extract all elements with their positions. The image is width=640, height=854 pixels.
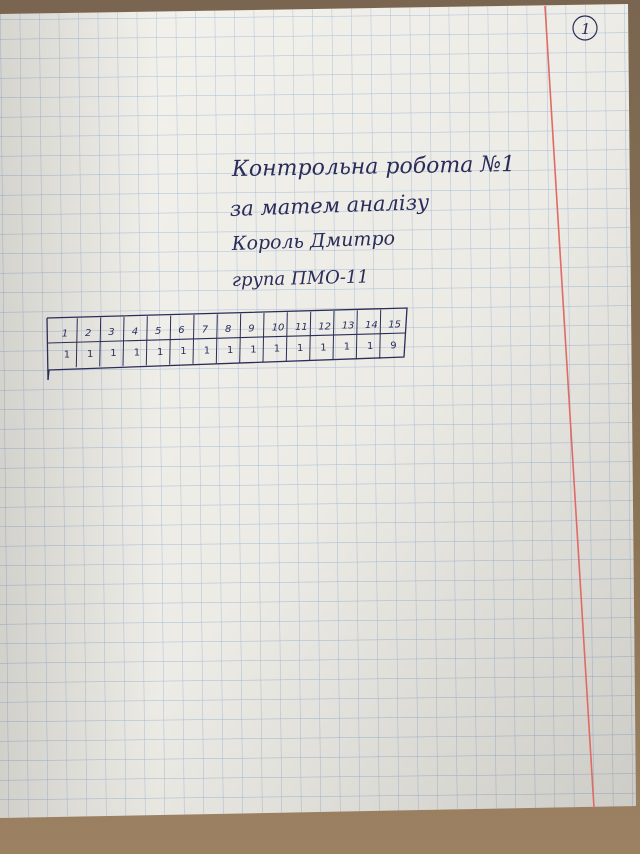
task-number: 3 (108, 327, 115, 339)
task-number: 10 (271, 322, 285, 334)
heading-line-2: за матем аналізу (229, 190, 430, 221)
page-number: 1 (581, 20, 591, 38)
task-number: 2 (85, 327, 92, 339)
task-mark: 1 (63, 349, 71, 361)
task-mark: 1 (110, 348, 117, 360)
task-number: 9 (248, 323, 255, 335)
task-mark: 1 (343, 341, 351, 353)
task-number: 7 (201, 324, 209, 336)
task-mark: 1 (133, 347, 141, 359)
task-number: 8 (225, 323, 232, 335)
task-mark: 1 (203, 345, 211, 357)
heading-line-4: група ПМО-11 (231, 266, 370, 291)
task-mark: 1 (367, 341, 374, 353)
task-mark: 9 (390, 340, 397, 352)
task-number: 4 (131, 326, 139, 338)
task-number: 12 (318, 321, 332, 333)
task-mark: 1 (157, 346, 164, 358)
heading-line-3: Король Дмитро (231, 227, 396, 255)
task-mark: 1 (297, 343, 304, 354)
task-number: 11 (295, 322, 308, 333)
task-mark: 1 (320, 342, 327, 354)
task-number: 5 (155, 325, 162, 337)
task-number: 15 (388, 319, 402, 331)
task-mark: 1 (180, 346, 187, 358)
task-mark: 1 (87, 348, 94, 360)
paper-left-shading (0, 4, 636, 818)
task-mark: 1 (273, 343, 281, 355)
task-number: 14 (365, 320, 378, 332)
task-number: 1 (61, 328, 69, 340)
task-number: 6 (178, 325, 185, 337)
heading-line-1: Контрольна робота №1 (231, 152, 516, 182)
task-number: 13 (341, 320, 355, 332)
task-mark: 1 (250, 344, 257, 356)
task-mark: 1 (227, 344, 234, 356)
